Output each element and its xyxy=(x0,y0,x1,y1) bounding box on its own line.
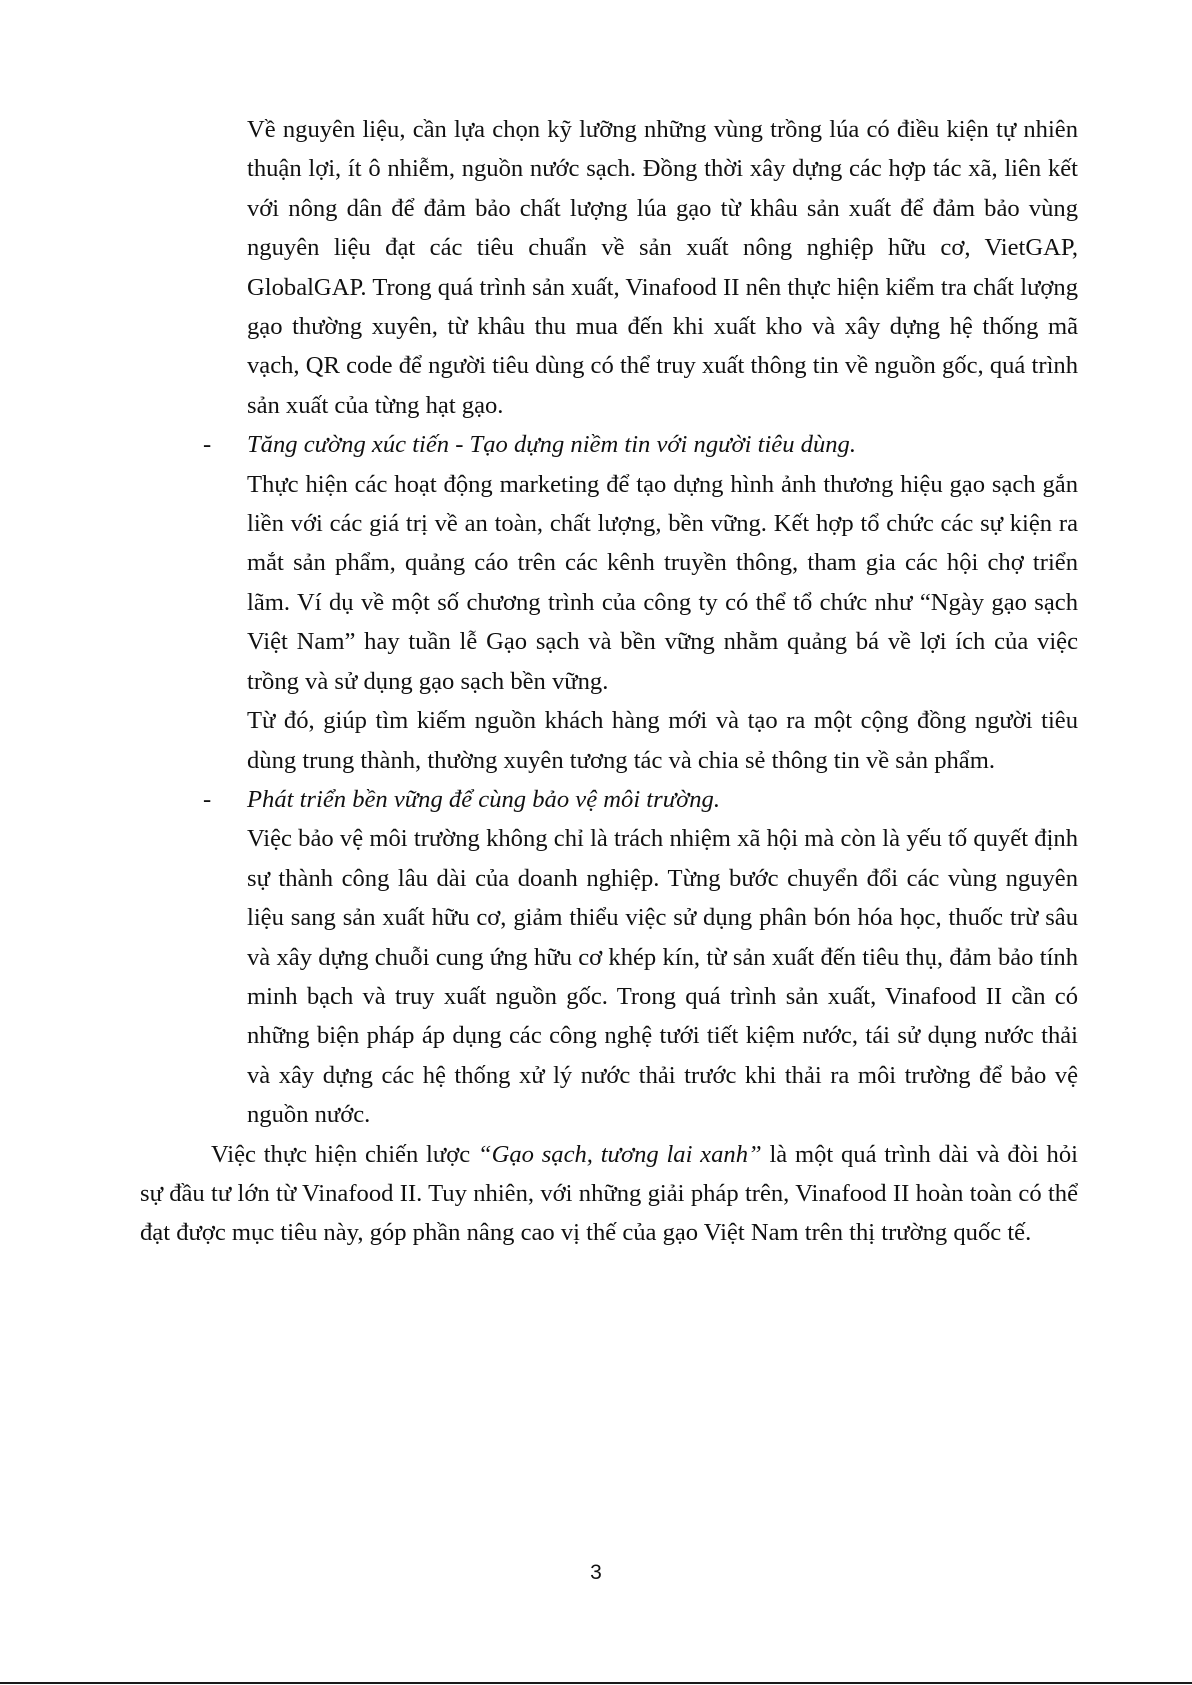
bullet-dash-2: - xyxy=(203,785,212,813)
intro-paragraph: Về nguyên liệu, cần lựa chọn kỹ lưỡng những vùng trồng lúa có điều kiện tự nhiên thuận lợi, ít ô nhiễm, nguồn nước sạch. Đồng thời xây dựng các hợp tác xã, liên kết với nông dân để đảm bảo chất lượng lúa gạo từ khâu sản xuất để đảm bảo vùng nguyên liệu đạt các tiêu chuẩn về sản xuất nông nghiệp hữu cơ, VietGAP, GlobalGAP. Trong quá trình sản xuất, Vinafood II nên thực hiện kiểm tra chất lượng gạo thường xuyên, từ khâu thu mua đến khi xuất kho và xây dựng hệ thống mã vạch, QR code để người tiêu dùng có thể truy xuất thông tin về nguồn gốc, quá trình sản xuất của từng hạt gạo. xyxy=(247,116,1078,419)
section-1-heading: Tăng cường xúc tiến - Tạo dựng niềm tin với người tiêu dùng. xyxy=(247,431,856,459)
section-2-heading: Phát triển bền vững để cùng bảo vệ môi trường. xyxy=(247,785,720,813)
page-number: 3 xyxy=(590,1561,602,1584)
closing-paragraph xyxy=(140,1135,1078,1253)
strategy-name: “Gạo sạch, tương lai xanh” xyxy=(477,1140,762,1168)
section-2-paragraph-1: Việc bảo vệ môi trường không chỉ là trách nhiệm xã hội mà còn là yếu tố quyết định sự thành công lâu dài của doanh nghiệp. Từng bước chuyển đổi các vùng nguyên liệu sang sản xuất hữu cơ, giảm thiểu việc sử dụng phân bón hóa học, thuốc trừ sâu và xây dựng chuỗi cung ứng hữu cơ khép kín, từ sản xuất đến tiêu thụ, đảm bảo tính minh bạch và truy xuất nguồn gốc. Trong quá trình sản xuất, Vinafood II cần có những biện pháp áp dụng các công nghệ tưới tiết kiệm nước, tái sử dụng nước thải và xây dựng các hệ thống xử lý nước thải trước khi thải ra môi trường để bảo vệ nguồn nước. xyxy=(247,825,1078,1129)
section-2-heading-line xyxy=(203,780,1078,819)
closing-lead: Việc thực hiện chiến lược xyxy=(211,1140,478,1168)
footer-rule xyxy=(0,1682,1192,1684)
page-body xyxy=(140,110,1078,1253)
bullet-dash-1: - xyxy=(203,431,212,459)
indented-content xyxy=(203,110,1078,1135)
section-1-paragraph-2: Từ đó, giúp tìm kiếm nguồn khách hàng mới và tạo ra một cộng đồng người tiêu dùng trung thành, thường xuyên tương tác và chia sẻ thông tin về sản phẩm. xyxy=(247,707,1078,774)
section-1-heading-line xyxy=(203,425,1078,464)
section-1-paragraph-1: Thực hiện các hoạt động marketing để tạo dựng hình ảnh thương hiệu gạo sạch gắn liền với các giá trị về an toàn, chất lượng, bền vững. Kết hợp tổ chức các sự kiện ra mắt sản phẩm, quảng cáo trên các kênh truyền thông, tham gia các hội chợ triển lãm. Ví dụ về một số chương trình của công ty có thể tổ chức như “Ngày gạo sạch Việt Nam” hay tuần lễ Gạo sạch và bền vững nhằm quảng bá về lợi ích của việc trồng và sử dụng gạo sạch bền vững. xyxy=(247,470,1078,695)
closing-rest: là một quá trình dài và đòi hỏi sự đầu tư lớn từ Vinafood II. Tuy nhiên, với những giải pháp trên, Vinafood II hoàn toàn có thể đạt được mục tiêu này, góp phần nâng cao vị thế của gạo Việt Nam trên thị trường quốc tế. xyxy=(140,1140,1078,1247)
